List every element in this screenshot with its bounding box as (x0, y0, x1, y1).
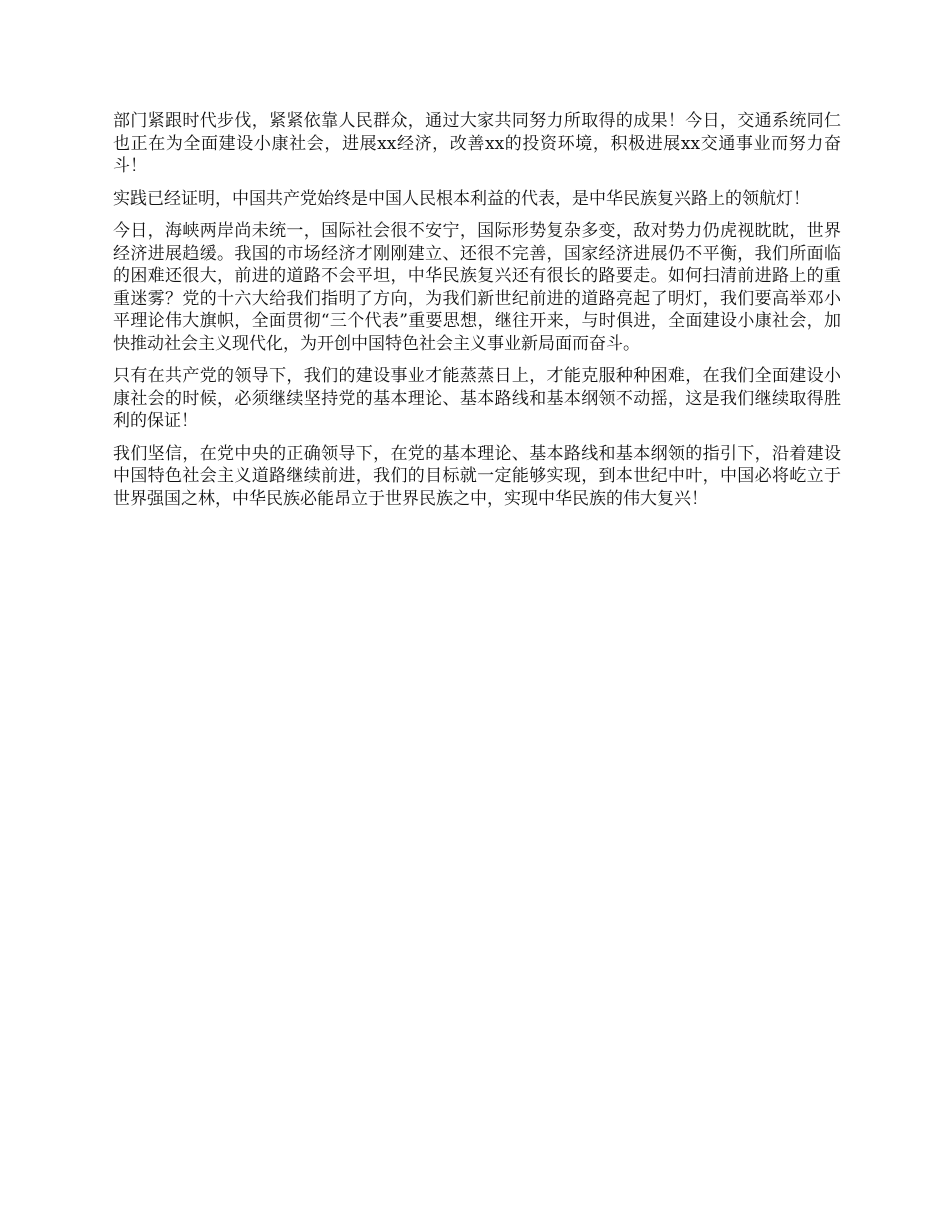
document-body (113, 110, 841, 520)
paragraph-2: 实践已经证明，中国共产党始终是中国人民根本利益的代表，是中华民族复兴路上的领航灯！ (113, 188, 810, 209)
paragraph-3: 今日，海峡两岸尚未统一，国际社会很不安宁，国际形势复杂多变，敌对势力仍虎视眈眈，世界经济进展趋缓。我国的市场经济才刚刚建立、还很不完善，国家经济进展仍不平衡，我们所面临的困难还很大，前进的道路不会平坦，中华民族复兴还有很长的路要走。如何扫清前进路上的重重迷雾？党的十六大给我们指明了方向，为我们新世纪前进的道路亮起了明灯，我们要高举邓小平理论伟大旗帜，全面贯彻“三个代表”重要思想，继往开来，与时俱进，全面建设小康社会，加快推动社会主义现代化，为开创中国特色社会主义事业新局面而奋斗。 (113, 221, 841, 354)
paragraph-4: 只有在共产党的领导下，我们的建设事业才能蒸蒸日上，才能克服种种困难，在我们全面建设小康社会的时候，必须继续坚持党的基本理论、基本路线和基本纲领不动摇，这是我们继续取得胜利的保证！ (113, 366, 841, 431)
paragraph-1: 部门紧跟时代步伐，紧紧依靠人民群众，通过大家共同努力所取得的成果！今日，交通系统同仁也正在为全面建设小康社会，进展xx经济，改善xx的投资环境，积极进展xx交通事业而努力奋斗！ (113, 111, 841, 176)
paragraph-5: 我们坚信，在党中央的正确领导下，在党的基本理论、基本路线和基本纲领的指引下，沿着建设中国特色社会主义道路继续前进，我们的目标就一定能够实现，到本世纪中叶，中国必将屹立于世界强国之林，中华民族必能昂立于世界民族之中，实现中华民族的伟大复兴！ (113, 443, 841, 509)
